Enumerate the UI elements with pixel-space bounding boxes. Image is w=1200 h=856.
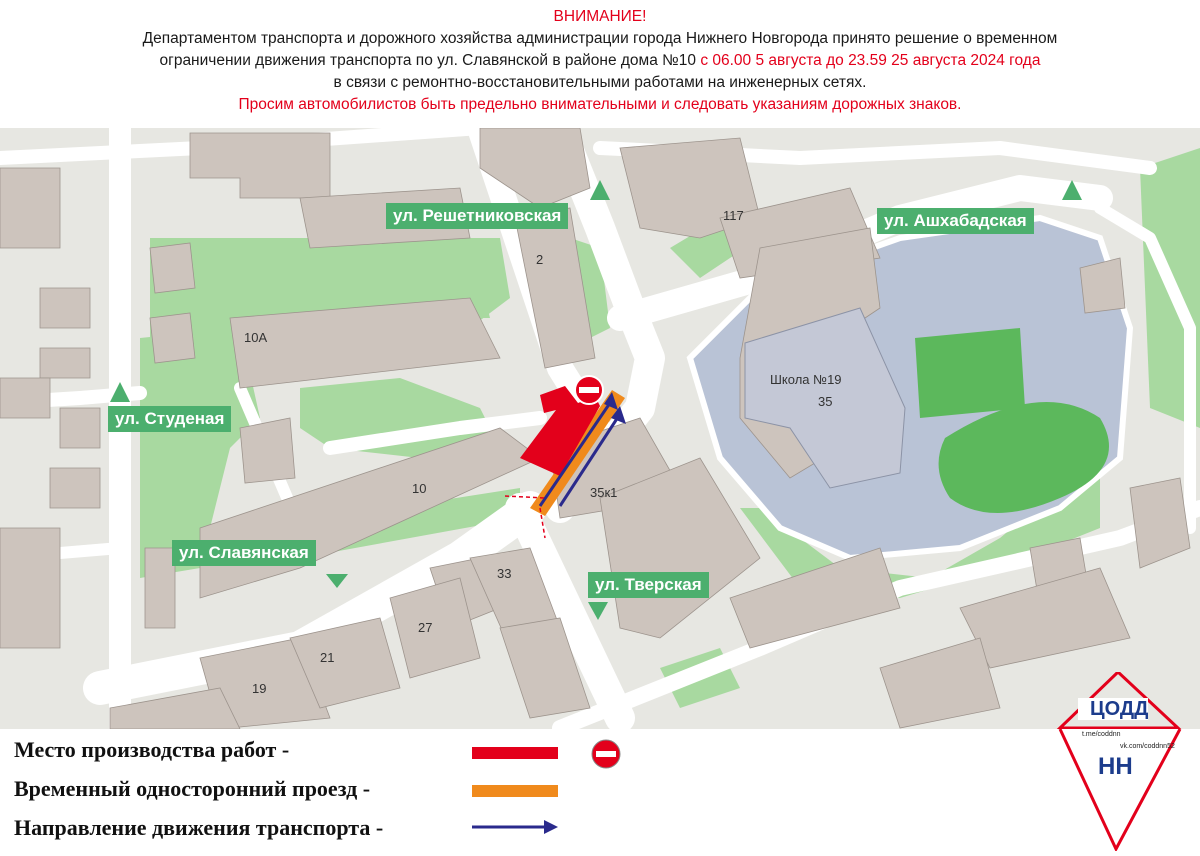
building-19: 19 [252, 681, 267, 696]
legend-work-site-label: Место производства работ - [14, 737, 290, 762]
sports-field [915, 328, 1025, 418]
legend-direction-arrow-icon [470, 819, 560, 835]
notice-dates: с 06.00 5 августа до 23.59 25 августа 2024 года [700, 52, 1041, 69]
notice-line-3: в связи с ремонтно-восстановительными работами на инженерных сетях. [333, 74, 867, 91]
notice-line-1: Департаментом транспорта и дорожного хозяйства администрации города Нижнего Новгорода принято решение о временном [142, 30, 1058, 47]
building-33: 33 [497, 566, 512, 581]
codd-logo-city: НН [1098, 753, 1133, 780]
street-label-studenaya: ул. Студеная [108, 406, 231, 432]
street-label-ashkhabadskaya: ул. Ашхабадская [877, 208, 1034, 234]
school-name: Школа №19 [770, 372, 842, 387]
building-10: 10 [412, 481, 427, 496]
codd-logo-link-1: t.me/coddnn [1082, 731, 1121, 738]
building-117: 117 [723, 208, 744, 223]
building-2: 2 [536, 252, 544, 267]
building-35k1: 35к1 [590, 485, 618, 500]
notice-line-2a: ограничении движения транспорта по ул. Славянской в районе дома №10 [159, 52, 697, 69]
street-label-slavyanskaya: ул. Славянская [172, 540, 316, 566]
legend-one-way-label: Временный односторонний проезд - [14, 776, 371, 801]
legend-work-site-swatch [472, 747, 558, 759]
codd-logo-text: ЦОДД [1090, 698, 1149, 720]
legend-no-entry-icon [590, 738, 622, 770]
legend-one-way-swatch [472, 785, 558, 797]
notice-header [0, 0, 1200, 128]
notice-line-4: Просим автомобилистов быть предельно внимательными и следовать указаниям дорожных знаков. [238, 96, 962, 113]
notice-title: ВНИМАНИЕ! [553, 8, 647, 25]
legend [0, 729, 1200, 851]
notice-line-2 [0, 50, 1200, 72]
school-number: 35 [818, 394, 833, 409]
building-10a: 10А [244, 330, 268, 345]
map [0, 128, 1200, 729]
codd-logo [1048, 672, 1200, 729]
street-label-reshetnikovskaya: ул. Решетниковская [386, 203, 568, 229]
codd-logo-lower [1048, 729, 1200, 851]
street-label-tverskaya: ул. Тверская [588, 572, 709, 598]
building-27: 27 [418, 620, 433, 635]
codd-logo-link-2: vk.com/coddnn52 [1120, 743, 1175, 750]
building-21: 21 [320, 650, 335, 665]
legend-direction-label: Направление движения транспорта - [14, 815, 384, 840]
